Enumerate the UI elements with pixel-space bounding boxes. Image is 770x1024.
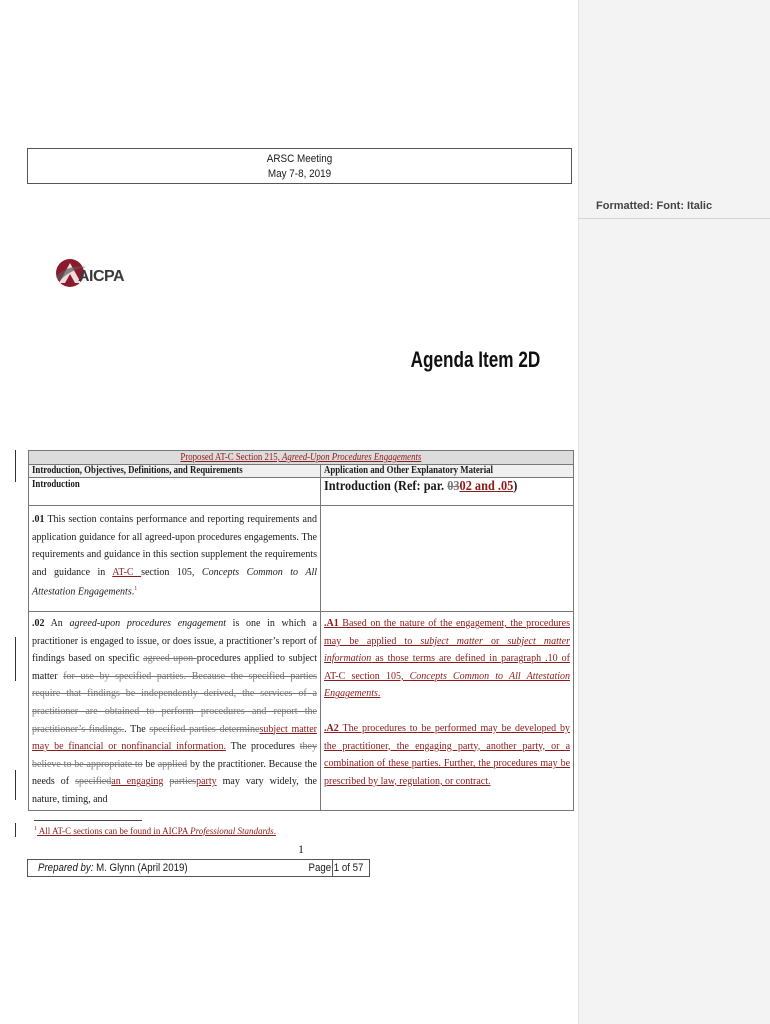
paragraph-02: .02 An agreed-upon procedures engagement is one in which a practitioner is engaged to issue, or does issue, a practitioner’s report of findings based on specific agreed-upon procedures applied to subject matter for use by specified parties. Because the specified parties require that findings be independently derived, the services of a practitioner are obtained to perform procedures and report the practitioner’s findings.. The specified parties determinesubject matter may be financial or nonfinancial information. The procedures they believe to be appropriate to be applied by the practitioner. Because the needs of specifiedan engaging partiesparty may vary widely, the nature, timing, and <box>29 612 321 811</box>
table-title: Proposed AT-C Section 215, Agreed-Upon Procedures Engagements <box>29 451 574 465</box>
paragraph-01: .01 This section contains performance and reporting requirements and application guidance for all agreed-upon procedures engagements. The requirements and guidance in this section supplement the requirements and guidance in AT-C section 105, Concepts Common to All Attestation Engagements.$^1$ <box>29 506 321 612</box>
meeting-header-box <box>27 148 572 184</box>
introduction-heading-right: Introduction (Ref: par. 0302 and .05) <box>321 478 574 506</box>
column-header-application: Application and Other Explanatory Material <box>321 465 574 478</box>
column-header-requirements: Introduction, Objectives, Definitions, and Requirements <box>29 465 321 478</box>
change-bar <box>15 450 16 482</box>
meeting-title: ARSC Meeting <box>266 153 333 165</box>
requirements-table <box>28 450 574 811</box>
page-number: 1 <box>298 842 304 856</box>
change-bar <box>15 637 16 681</box>
prepared-by: Prepared by: M. Glynn (April 2019) <box>38 862 188 874</box>
table-title-row <box>29 451 574 465</box>
comment-balloon-divider <box>578 218 770 219</box>
footer-box <box>27 859 370 877</box>
paragraph-01-application-empty <box>321 506 574 612</box>
paragraph-01-row <box>29 506 574 612</box>
comments-pane <box>578 0 770 1024</box>
comment-balloon-header[interactable]: Formatted: Font: Italic <box>596 200 713 212</box>
meeting-date: May 7-8, 2019 <box>267 168 332 180</box>
footnote: $^1$ All AT-C sections can be found in AICPA Professional Standards. <box>34 826 276 836</box>
aicpa-logo-text: AICPA <box>78 268 125 285</box>
change-bar <box>15 770 16 800</box>
paragraph-02-application: .A1 Based on the nature of the engagement, the procedures may be applied to subject matter or subject matter information as those terms are defined in paragraph .10 of AT-C section 105, Concepts Common to All Attestation Engagements. .A2 The procedures to be performed may be developed by the practitioner, the engaging party, another party, or a combination of these parties. Further, the procedures may be prescribed by law, regulation, or contract. <box>321 612 574 811</box>
agenda-item-title: Agenda Item 2D <box>410 347 541 372</box>
change-bar <box>15 823 16 837</box>
page-of-count: Page 1 of 57 <box>308 862 363 874</box>
footnote-separator <box>34 820 142 821</box>
table-header-row <box>29 465 574 478</box>
introduction-heading-left: Introduction <box>29 478 321 506</box>
paragraph-02-row <box>29 612 574 811</box>
introduction-row <box>29 478 574 506</box>
